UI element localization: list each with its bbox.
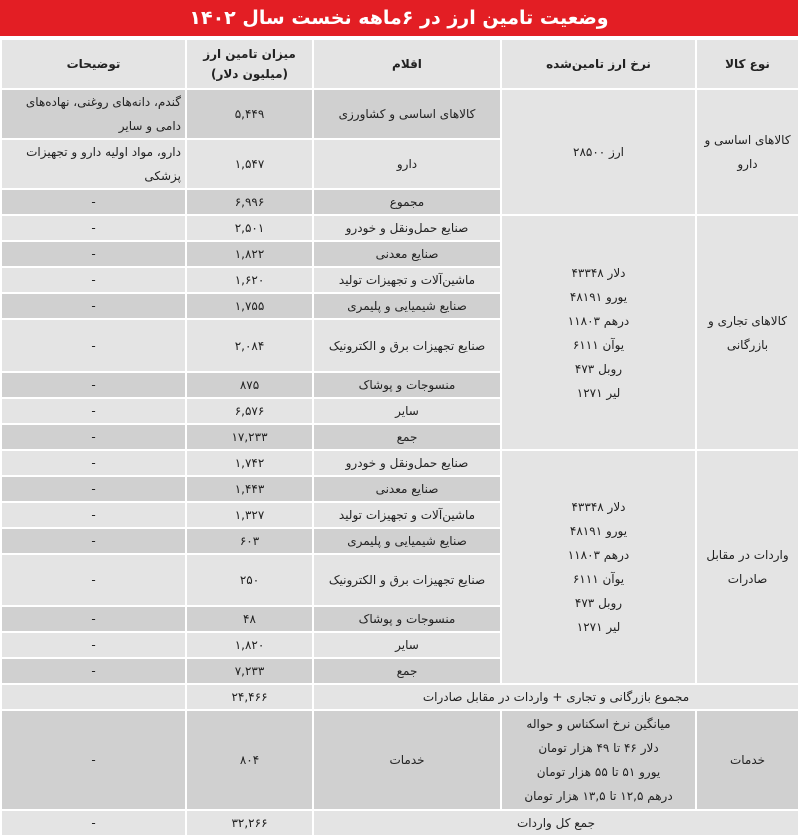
notes-cell: - <box>1 554 186 606</box>
goods-type-cell: واردات در مقابل صادرات <box>696 450 798 684</box>
item-cell: جمع <box>313 424 501 450</box>
item-cell: صنایع شیمیایی و پلیمری <box>313 528 501 554</box>
item-cell: سایر <box>313 632 501 658</box>
item-cell: مجموع <box>313 189 501 215</box>
table-row <box>1 450 798 476</box>
amount-cell: ۱,۸۲۲ <box>186 241 313 267</box>
table-title: وضعیت تامین ارز در ۶ماهه نخست سال ۱۴۰۲ <box>0 0 798 36</box>
rate-line: ارز ۲۸۵۰۰ <box>573 145 624 159</box>
subtotal-label: مجموع بازرگانی و تجاری + واردات در مقابل صادرات <box>313 684 798 710</box>
notes-cell: - <box>1 293 186 319</box>
amount-cell: ۸۰۴ <box>186 710 313 810</box>
notes-cell: - <box>1 502 186 528</box>
rate-line: یوآن ۶۱۱۱ <box>572 337 625 352</box>
rate-line: دلار ۴۳۳۴۸ <box>571 500 626 514</box>
subtotal-amount: ۲۴,۴۶۶ <box>186 684 313 710</box>
notes-cell: - <box>1 189 186 215</box>
notes-cell: - <box>1 372 186 398</box>
amount-cell: ۴۸ <box>186 606 313 632</box>
item-cell: صنایع معدنی <box>313 476 501 502</box>
item-cell: منسوجات و پوشاک <box>313 372 501 398</box>
rate-line: درهم ۱۱۸۰۳ <box>567 548 630 562</box>
item-cell: صنایع حمل‌ونقل و خودرو <box>313 215 501 241</box>
notes-cell: - <box>1 398 186 424</box>
goods-type-cell: کالاهای اساسی و دارو <box>696 89 798 215</box>
notes-cell: - <box>1 476 186 502</box>
notes-cell: - <box>1 710 186 810</box>
item-cell: خدمات <box>313 710 501 810</box>
item-cell: صنایع شیمیایی و پلیمری <box>313 293 501 319</box>
notes-cell: - <box>1 450 186 476</box>
amount-cell: ۲۵۰ <box>186 554 313 606</box>
amount-cell: ۱,۳۲۷ <box>186 502 313 528</box>
goods-type-cell: خدمات <box>696 710 798 810</box>
rate-cell <box>501 215 696 450</box>
amount-cell: ۶,۹۹۶ <box>186 189 313 215</box>
rate-cell <box>501 710 696 810</box>
header-type: نوع کالا <box>696 39 798 89</box>
amount-cell: ۲,۵۰۱ <box>186 215 313 241</box>
item-cell: کالاهای اساسی و کشاورزی <box>313 89 501 139</box>
subtotal-notes <box>1 684 186 710</box>
notes-cell: - <box>1 319 186 372</box>
amount-cell: ۸۷۵ <box>186 372 313 398</box>
services-row <box>1 710 798 810</box>
rate-line: دلار ۴۶ تا ۴۹ هزار تومان <box>538 741 659 755</box>
header-rate: نرخ ارز تامین‌شده <box>501 39 696 89</box>
amount-cell: ۱,۷۴۲ <box>186 450 313 476</box>
subtotal-row <box>1 684 798 710</box>
total-label: جمع کل واردات <box>313 810 798 836</box>
item-cell: جمع <box>313 658 501 684</box>
goods-type-cell: کالاهای تجاری و بازرگانی <box>696 215 798 450</box>
amount-cell: ۷,۲۳۳ <box>186 658 313 684</box>
rate-line: یورو ۴۸۱۹۱ <box>569 289 628 304</box>
notes-cell: گندم، دانه‌های روغنی، نهاده‌های دامی و سایر <box>1 89 186 139</box>
currency-allocation-table <box>0 38 798 837</box>
table-body <box>1 89 798 836</box>
notes-cell: - <box>1 424 186 450</box>
rate-line: لیر ۱۲۷۱ <box>576 620 621 634</box>
header-row <box>1 39 798 89</box>
item-cell: منسوجات و پوشاک <box>313 606 501 632</box>
notes-cell: - <box>1 528 186 554</box>
total-amount: ۳۲,۲۶۶ <box>186 810 313 836</box>
amount-cell: ۶,۵۷۶ <box>186 398 313 424</box>
rate-line: یورو ۵۱ تا ۵۵ هزار تومان <box>536 765 661 779</box>
item-cell: صنایع حمل‌ونقل و خودرو <box>313 450 501 476</box>
amount-cell: ۱,۶۲۰ <box>186 267 313 293</box>
amount-cell: ۱,۴۴۳ <box>186 476 313 502</box>
rate-cell <box>501 450 696 684</box>
item-cell: صنایع تجهیزات برق و الکترونیک <box>313 319 501 372</box>
item-cell: ماشین‌آلات و تجهیزات تولید <box>313 267 501 293</box>
notes-cell: - <box>1 267 186 293</box>
total-row <box>1 810 798 836</box>
amount-cell: ۱,۸۲۰ <box>186 632 313 658</box>
table-row <box>1 215 798 241</box>
rate-cell <box>501 89 696 215</box>
item-cell: صنایع تجهیزات برق و الکترونیک <box>313 554 501 606</box>
header-amount: میزان تامین ارز (میلیون دلار) <box>186 39 313 89</box>
rate-line: روبل ۴۷۳ <box>574 596 623 610</box>
rate-line: میانگین نرخ اسکناس و حواله <box>526 717 671 731</box>
amount-cell: ۱۷,۲۳۳ <box>186 424 313 450</box>
notes-cell: - <box>1 658 186 684</box>
header-notes: توضیحات <box>1 39 186 89</box>
amount-cell: ۶۰۳ <box>186 528 313 554</box>
rate-line: دلار ۴۳۳۴۸ <box>571 265 626 280</box>
rate-line: لیر ۱۲۷۱ <box>576 385 621 400</box>
notes-cell: - <box>1 606 186 632</box>
table-row <box>1 89 798 139</box>
item-cell: سایر <box>313 398 501 424</box>
rate-line: درهم ۱۱۸۰۳ <box>567 313 630 328</box>
rate-line: روبل ۴۷۳ <box>574 361 623 376</box>
notes-cell: - <box>1 215 186 241</box>
item-cell: ماشین‌آلات و تجهیزات تولید <box>313 502 501 528</box>
rate-line: یوآن ۶۱۱۱ <box>572 572 625 586</box>
notes-cell: - <box>1 241 186 267</box>
notes-cell: دارو، مواد اولیه دارو و تجهیزات پزشکی <box>1 139 186 189</box>
amount-cell: ۱,۷۵۵ <box>186 293 313 319</box>
notes-cell: - <box>1 632 186 658</box>
item-cell: صنایع معدنی <box>313 241 501 267</box>
amount-cell: ۲,۰۸۴ <box>186 319 313 372</box>
amount-cell: ۱,۵۴۷ <box>186 139 313 189</box>
item-cell: دارو <box>313 139 501 189</box>
amount-cell: ۵,۴۴۹ <box>186 89 313 139</box>
rate-line: یورو ۴۸۱۹۱ <box>569 524 628 538</box>
header-item: اقلام <box>313 39 501 89</box>
total-notes: - <box>1 810 186 836</box>
rate-line: درهم ۱۲,۵ تا ۱۳,۵ هزار تومان <box>524 789 673 803</box>
